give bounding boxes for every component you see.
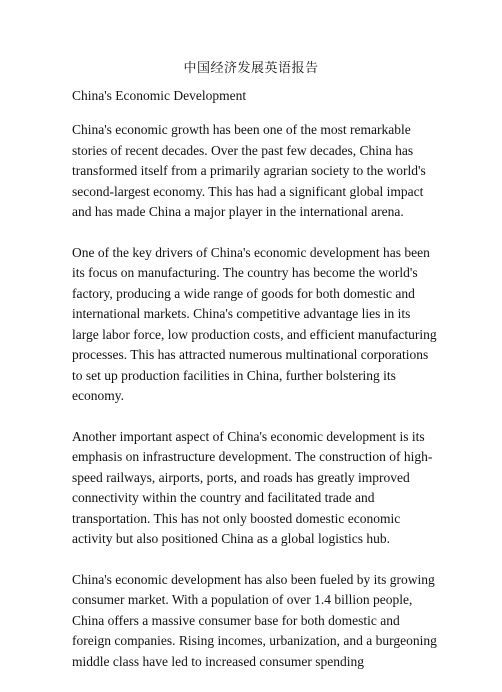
- paragraph: China's economic growth has been one of the most remarkable stories of recent decades. Over the past few decades, China has transformed itself from a primarily agrarian society to the world's second-largest economy. This has had a significant global impact and has made China a major player in the international arena.: [72, 122, 426, 219]
- paragraph: One of the key drivers of China's economic development has been its focus on manufacturing. The country has become the world's factory, producing a wide range of goods for both domestic and international markets. China's competitive advantage lies in its large labor force, low production costs, and efficient manufacturing processes. This has attracted numerous multinational corporations to set up production facilities in China, further bolstering its economy.: [72, 244, 437, 403]
- document-body: [72, 120, 440, 692]
- document-title: 中国经济发展英语报告: [183, 61, 319, 76]
- paragraph: Another important aspect of China's economic development is its emphasis on infrastructure development. The construction of high-speed railways, airports, ports, and roads has greatly improved connectivity within the country and facilitated trade and transportation. This has not only boosted domestic economic activity but also positioned China as a global logistics hub.: [72, 428, 433, 546]
- document-subtitle: China's Economic Development: [72, 88, 247, 103]
- paragraph: China's economic development has also been fueled by its growing consumer market. With a population of over 1.4 billion people, China offers a massive consumer base for both domestic and foreign companies. Rising incomes, urbanization, and a burgeoning middle class have led to increased consumer spending: [72, 571, 437, 669]
